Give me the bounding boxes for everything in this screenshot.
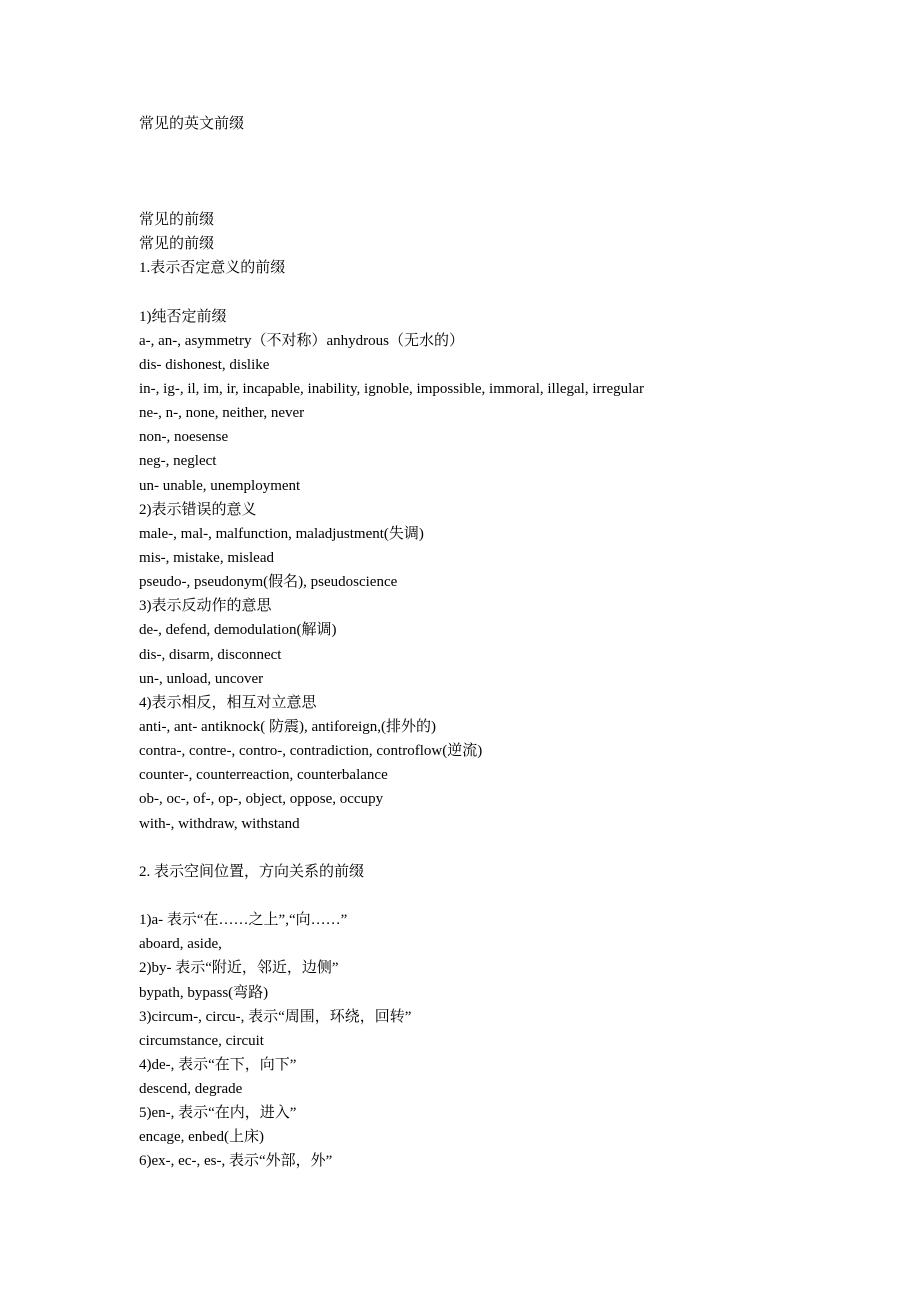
text-line: 3)表示反动作的意思 xyxy=(139,598,272,615)
document-body xyxy=(139,208,899,1174)
text-line: de-, defend, demodulation(解调) xyxy=(139,622,337,639)
text-line: mis-, mistake, mislead xyxy=(139,549,274,566)
text-line: a-, an-, asymmetry（不对称）anhydrous（无水的） xyxy=(139,332,464,349)
text-line: 2)表示错误的意义 xyxy=(139,501,257,518)
text-line: 2. 表示空间位置，方向关系的前缀 xyxy=(139,863,365,880)
text-line: counter-, counterreaction, counterbalance xyxy=(139,767,388,784)
text-line: ob-, oc-, of-, op-, object, oppose, occupy xyxy=(139,791,384,808)
text-line: 6)ex-, ec-, es-, 表示“外部，外” xyxy=(139,1153,333,1170)
text-line: neg-, neglect xyxy=(139,453,217,470)
text-line: non-, noesense xyxy=(139,429,229,446)
blank-line xyxy=(139,280,899,304)
text-line: pseudo-, pseudonym(假名), pseudoscience xyxy=(139,574,398,591)
text-line: with-, withdraw, withstand xyxy=(139,815,300,832)
text-line: ne-, n-, none, neither, never xyxy=(139,405,305,422)
text-line: 4)表示相反，相互对立意思 xyxy=(139,694,317,711)
document-title: 常见的英文前缀 xyxy=(139,116,245,132)
text-line: encage, enbed(上床) xyxy=(139,1129,264,1146)
text-line: 2)by- 表示“附近，邻近，边侧” xyxy=(139,960,339,977)
text-line: dis-, disarm, disconnect xyxy=(139,646,282,663)
text-line: 常见的前缀 xyxy=(139,212,215,228)
text-line: 3)circum-, circu-, 表示“周围，环绕，回转” xyxy=(139,1008,412,1025)
text-line: 1)a- 表示“在……之上”,“向……” xyxy=(139,912,348,929)
text-line: 1.表示否定意义的前缀 xyxy=(139,260,286,277)
text-line: in-, ig-, il, im, ir, incapable, inability, ignoble, impossible, immoral, illegal, irregular xyxy=(139,380,644,397)
text-line: aboard, aside, xyxy=(139,936,222,953)
text-line: 常见的前缀 xyxy=(139,236,215,253)
blank-line xyxy=(139,884,899,908)
text-line: un- unable, unemployment xyxy=(139,477,301,494)
text-line: 4)de-, 表示“在下，向下” xyxy=(139,1056,297,1073)
text-line: circumstance, circuit xyxy=(139,1032,264,1049)
text-line: contra-, contre-, contro-, contradiction, controflow(逆流) xyxy=(139,743,483,760)
text-line: 1)纯否定前缀 xyxy=(139,308,227,325)
text-line: bypath, bypass(弯路) xyxy=(139,984,269,1001)
text-line: anti-, ant- antiknock( 防震), antiforeign,(排外的) xyxy=(139,718,436,735)
blank-line xyxy=(139,836,899,860)
text-line: descend, degrade xyxy=(139,1081,243,1098)
text-line: dis- dishonest, dislike xyxy=(139,356,270,373)
text-line: 5)en-, 表示“在内，进入” xyxy=(139,1105,297,1122)
text-line: male-, mal-, malfunction, maladjustment(失调) xyxy=(139,525,424,542)
text-line: un-, unload, uncover xyxy=(139,670,264,687)
